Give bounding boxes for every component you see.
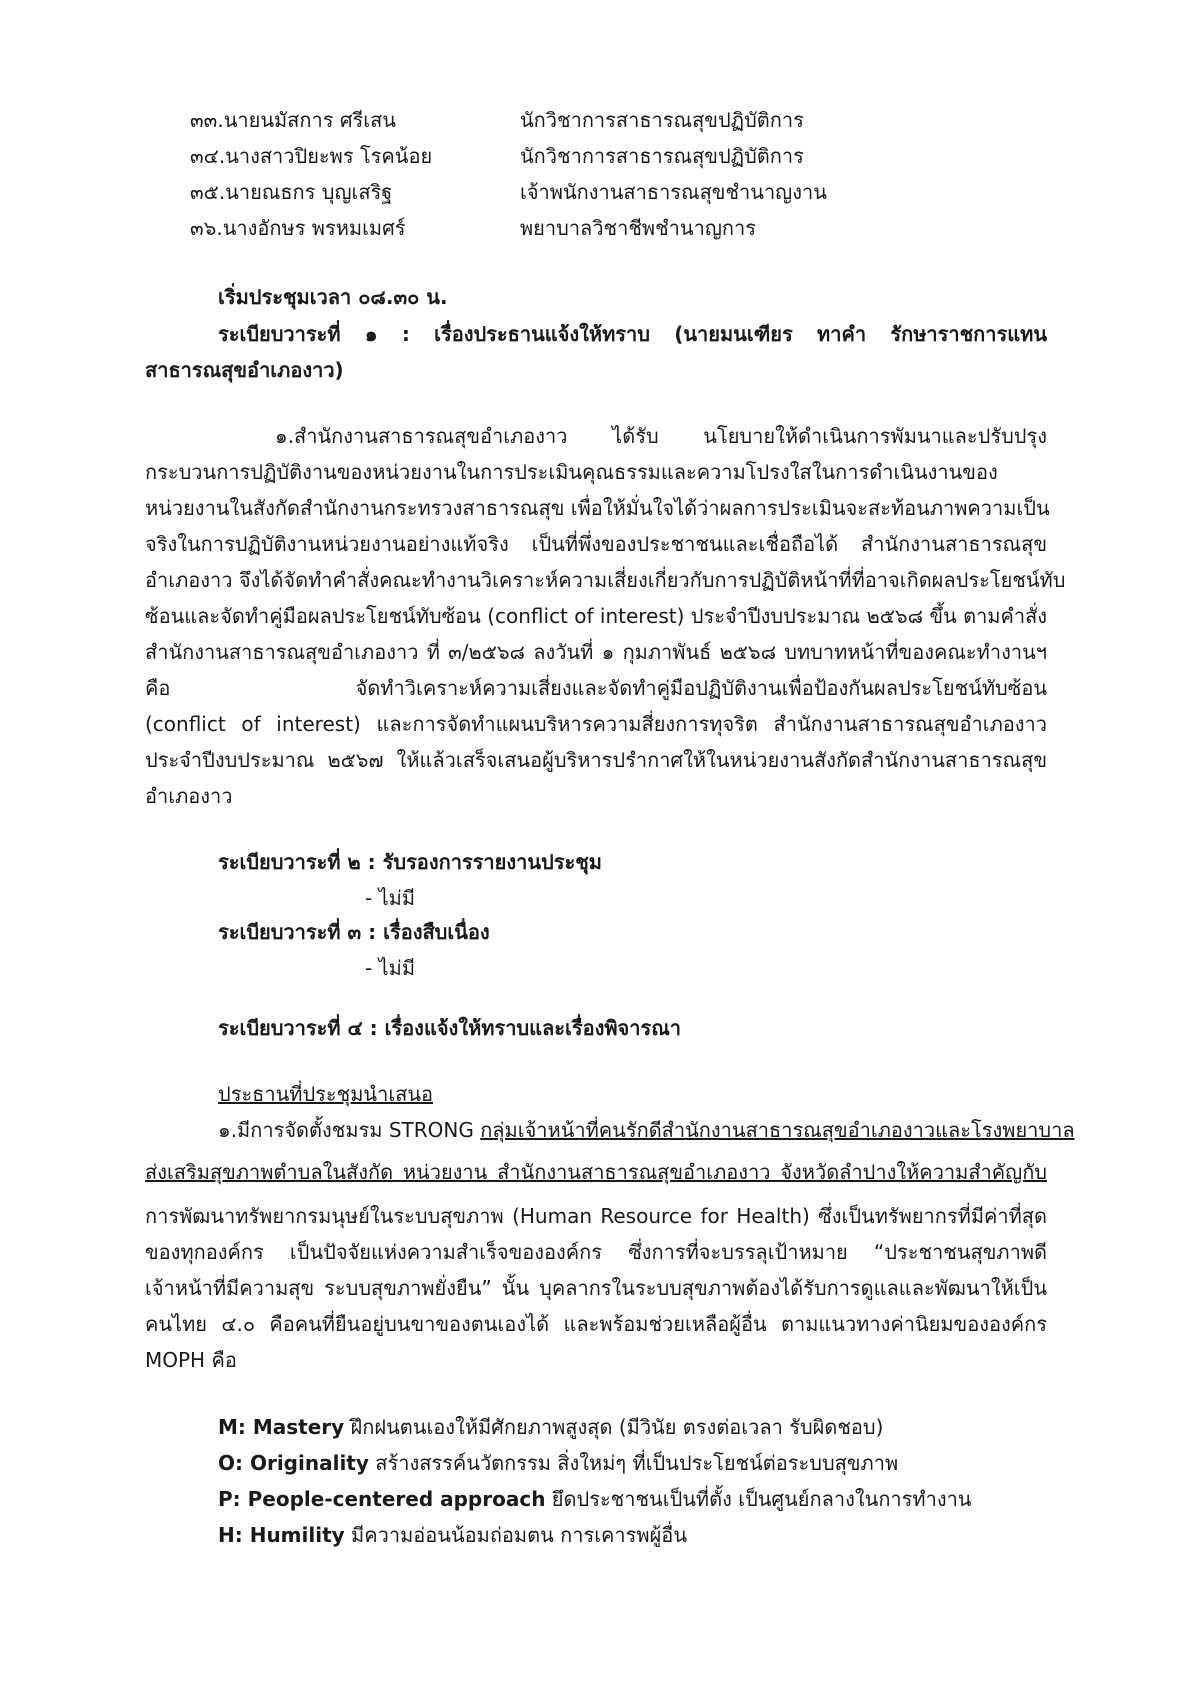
agenda1-paragraph-line: อำเภองาว — [145, 784, 233, 808]
agenda1-paragraph-line: หน่วยงานในสังกัดสำนักงานกระทรวงสาธารณสุข เพื่อให้มั่นใจได้ว่าผลการประเมินจะสะท้อนภาพความเป็น — [145, 496, 1050, 520]
strong-line1-plain: ๑.มีการจัดตั้งชมรม STRONG — [218, 1118, 481, 1142]
moph-key: O: Originality — [218, 1451, 369, 1475]
attendee-position-33: นักวิชาการสาธารณสุขปฏิบัติการ — [520, 108, 804, 132]
agenda3-item: - ไม่มี — [365, 956, 415, 980]
attendee-name-33: ๓๓.นายนมัสการ ศรีเสน — [190, 108, 396, 132]
strong-paragraph-line: MOPH คือ — [145, 1348, 237, 1372]
moph-value-m — [218, 1413, 883, 1441]
moph-desc: สร้างสรรค์นวัตกรรม สิ่งใหม่ๆ ที่เป็นประโยชน์ต่อระบบสุขภาพ — [368, 1451, 899, 1475]
agenda1-paragraph-line: สำนักงานสาธารณสุขอำเภองาว ที่ ๓/๒๕๖๘ ลงวันที่ ๑ กุมภาพันธ์ ๒๕๖๘ บทบาทหน้าที่ของคณะทำงานฯ — [145, 640, 1047, 664]
strong-paragraph-line: คนไทย ๔.๐ คือคนที่ยืนอยู่บนขาของตนเองได้ และพร้อมช่วยเหลือผู้อื่น ตามแนวทางค่านิยมขององค์กร — [145, 1312, 1047, 1336]
agenda2-item: - ไม่มี — [365, 886, 415, 910]
moph-value-p — [218, 1485, 971, 1513]
strong-paragraph-line: การพัฒนาทรัพยากรมนุษย์ในระบบสุขภาพ (Human Resource for Health) ซึ่งเป็นทรัพยากรที่มีค่าที่สุด — [145, 1204, 1047, 1228]
moph-value-o — [218, 1449, 898, 1477]
agenda1-paragraph-line: ซ้อนและจัดทำคู่มือผลประโยชน์ทับซ้อน (conflict of interest) ประจำปีงบประมาณ ๒๕๖๘ ขึ้น ตามคำสั่ง — [145, 604, 1048, 628]
agenda1-paragraph-line: คือ จัดทำวิเคราะห์ความเสี่ยงและจัดทำคู่มือปฏิบัติงานเพื่อป้องกันผลประโยชน์ทับซ้อน — [145, 676, 1047, 700]
agenda1-paragraph-line: กระบวนการปฏิบัติงานของหน่วยงานในการประเมินคุณธรรมและความโปรงใสในการดำเนินงานของ — [145, 460, 998, 484]
moph-desc: ฝึกฝนตนเองให้มีศักยภาพสูงสุด (มีวินัย ตรงต่อเวลา รับผิดชอบ) — [344, 1415, 884, 1439]
strong-paragraph-line: เจ้าหน้าที่มีความสุข ระบบสุขภาพยั่งยืน” นั้น บุคลากรในระบบสุขภาพต้องได้รับการดูแลและพัฒนาให้เป็น — [145, 1276, 1047, 1300]
agenda1-paragraph-line: ๑.สำนักงานสาธารณสุขอำเภองาว ได้รับ นโยบายให้ดำเนินการพัมนาและปรับปรุง — [275, 424, 1047, 448]
agenda1-title-line2: สาธารณสุขอำเภองาว) — [145, 358, 344, 382]
chair-heading: ประธานที่ประชุมนำเสนอ — [218, 1082, 434, 1106]
attendee-name-35: ๓๕.นายณธกร บุญเสริฐ — [190, 180, 393, 204]
attendee-name-34: ๓๔.นางสาวปิยะพร โรคน้อย — [190, 144, 433, 168]
agenda1-paragraph-line: จริงในการปฏิบัติงานหน่วยงานอย่างแท้จริง เป็นที่พึ่งของประชาชนและเชื่อถือได้ สำนักงานสาธารณสุข — [145, 532, 1047, 556]
meeting-start: เริ่มประชุมเวลา ๐๘.๓๐ น. — [218, 285, 448, 309]
moph-key: M: Mastery — [218, 1415, 345, 1439]
attendee-position-36: พยาบาลวิชาชีพชำนาญการ — [520, 216, 756, 240]
moph-key: H: Humility — [218, 1523, 345, 1547]
agenda1-paragraph-line: (conflict of interest) และการจัดทำแผนบริหารความสี่ยงการทุจริต สำนักงานสาธารณสุขอำเภองาว — [145, 712, 1047, 736]
moph-value-h — [218, 1521, 687, 1549]
strong-line1 — [218, 1116, 1075, 1144]
attendee-position-35: เจ้าพนักงานสาธารณสุขชำนาญงาน — [520, 180, 827, 204]
attendee-name-36: ๓๖.นางอักษร พรหมเมศร์ — [190, 216, 406, 240]
moph-desc: มีความอ่อนน้อมถ่อมตน การเคารพผู้อื่น — [344, 1523, 687, 1547]
agenda1-paragraph-line: อำเภองาว จึงได้จัดทำคำสั่งคณะทำงานวิเคราะห์ความเสี่ยงเกี่ยวกับการปฏิบัติหน้าที่ที่อาจเกิดผลประโยชน์ทับ — [145, 568, 1066, 592]
strong-line2-underlined: ส่งเสริมสุขภาพตำบลในสังกัด หน่วยงาน สำนักงานสาธารณสุขอำเภองาว จังหวัดลำปางให้ความสำคัญกับ — [145, 1160, 1047, 1184]
strong-paragraph-line: ของทุกองค์กร เป็นปัจจัยแห่งความสำเร็จขององค์กร ซึ่งการที่จะบรรลุเป้าหมาย “ประชาชนสุขภาพดี — [145, 1240, 1047, 1264]
agenda2-title: ระเบียบวาระที่ ๒ : รับรองการรายงานประชุม — [218, 850, 602, 874]
agenda1-title-line1: ระเบียบวาระที่ ๑ : เรื่องประธานแจ้งให้ทราบ (นายมนเฑียร ทาคำ รักษาราชการแทน — [218, 322, 1047, 346]
agenda4-title: ระเบียบวาระที่ ๔ : เรื่องแจ้งให้ทราบและเรื่องพิจารณา — [218, 1016, 682, 1040]
moph-key: P: People-centered approach — [218, 1487, 546, 1511]
moph-desc: ยึดประชาชนเป็นที่ตั้ง เป็นศูนย์กลางในการทำงาน — [545, 1487, 972, 1511]
agenda3-title: ระเบียบวาระที่ ๓ : เรื่องสืบเนื่อง — [218, 920, 490, 944]
strong-line1-underlined: กลุ่มเจ้าหน้าที่คนรักดีสำนักงานสาธารณสุขอำเภองาวและโรงพยาบาล — [480, 1118, 1075, 1142]
attendee-position-34: นักวิชาการสาธารณสุขปฏิบัติการ — [520, 144, 804, 168]
agenda1-paragraph-line: ประจำปีงบประมาณ ๒๕๖๗ ให้แล้วเสร็จเสนอผู้บริหารปรำกาศให้ในหน่วยงานสังกัดสำนักงานสาธารณสุข — [145, 748, 1047, 772]
